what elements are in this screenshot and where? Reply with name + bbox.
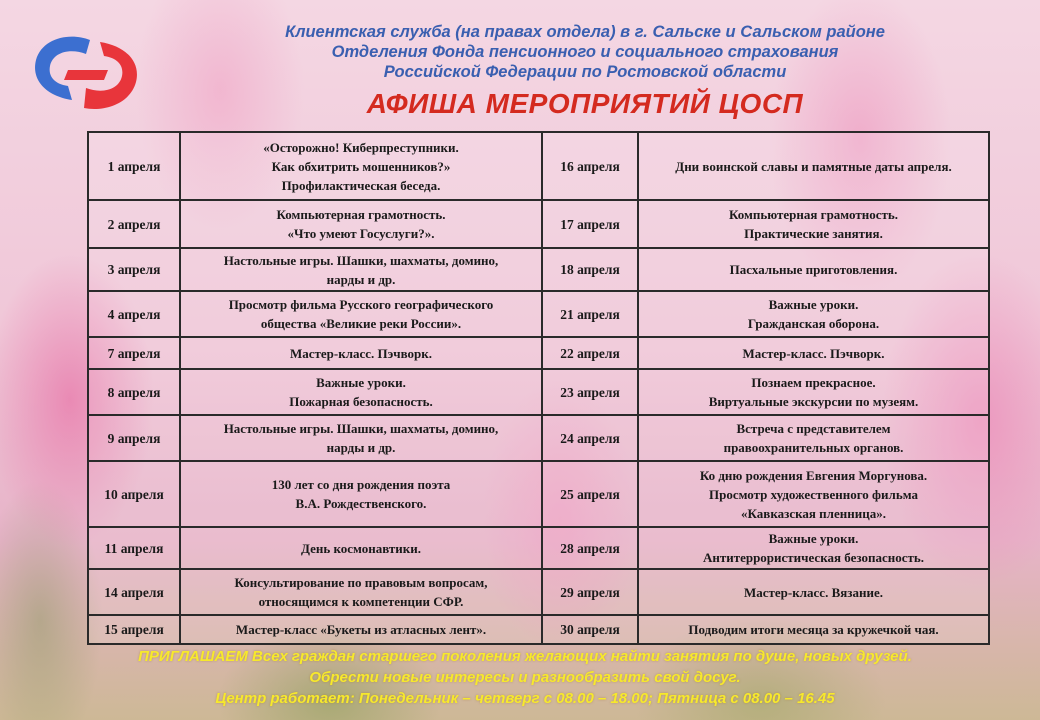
table-row — [88, 369, 989, 415]
table-row — [88, 527, 989, 569]
event-text-left: Просмотр фильма Русского географического общества «Великие реки России». — [180, 291, 542, 337]
header-line2: Отделения Фонда пенсионного и социального страхования — [331, 43, 839, 61]
table-row — [88, 615, 989, 644]
event-text-right: Познаем прекрасное. Виртуальные экскурсии по музеям. — [638, 369, 989, 415]
event-text-right: Ко дню рождения Евгения Моргунова. Просмотр художественного фильма «Кавказская пленница». — [638, 461, 989, 527]
event-text-left: Консультирование по правовым вопросам, относящимся к компетенции СФР. — [180, 569, 542, 615]
event-date-right: 29 апреля — [542, 569, 638, 615]
footer-line3: Центр работает: Понедельник – четверг с 08.00 – 18.00; Пятница с 08.00 – 16.45 — [215, 690, 835, 707]
event-text-left: День космонавтики. — [180, 527, 542, 569]
event-date-left: 10 апреля — [88, 461, 180, 527]
table-row — [88, 132, 989, 200]
event-date-left: 14 апреля — [88, 569, 180, 615]
event-text-right: Дни воинской славы и памятные даты апреля. — [638, 132, 989, 200]
event-date-left: 9 апреля — [88, 415, 180, 461]
event-text-right: Важные уроки. Гражданская оборона. — [638, 291, 989, 337]
table-row — [88, 415, 989, 461]
event-text-left: Мастер-класс. Пэчворк. — [180, 337, 542, 369]
table-row — [88, 248, 989, 291]
event-date-left: 7 апреля — [88, 337, 180, 369]
header-line1: Клиентская служба (на правах отдела) в г. Сальске и Сальском районе — [285, 23, 885, 41]
event-date-left: 4 апреля — [88, 291, 180, 337]
table-row — [88, 569, 989, 615]
event-text-right: Встреча с представителем правоохранительных органов. — [638, 415, 989, 461]
event-date-left: 3 апреля — [88, 248, 180, 291]
event-date-right: 28 апреля — [542, 527, 638, 569]
footer-line2: Обрести новые интересы и разнообразить свой досуг. — [309, 669, 741, 686]
table-row — [88, 461, 989, 527]
event-date-left: 11 апреля — [88, 527, 180, 569]
event-text-right: Пасхальные приготовления. — [638, 248, 989, 291]
event-date-right: 21 апреля — [542, 291, 638, 337]
event-text-left: Настольные игры. Шашки, шахматы, домино, нарды и др. — [180, 248, 542, 291]
event-text-left: Компьютерная грамотность. «Что умеют Госуслуги?». — [180, 200, 542, 248]
event-date-left: 8 апреля — [88, 369, 180, 415]
event-date-right: 25 апреля — [542, 461, 638, 527]
event-text-right: Компьютерная грамотность. Практические занятия. — [638, 200, 989, 248]
event-text-left: Настольные игры. Шашки, шахматы, домино, нарды и др. — [180, 415, 542, 461]
event-text-left: 130 лет со дня рождения поэта В.А. Рождественского. — [180, 461, 542, 527]
header-line3: Российской Федерации по Ростовской области — [383, 63, 787, 81]
event-date-left: 2 апреля — [88, 200, 180, 248]
event-date-right: 18 апреля — [542, 248, 638, 291]
event-date-right: 23 апреля — [542, 369, 638, 415]
event-date-right: 24 апреля — [542, 415, 638, 461]
sfr-logo — [28, 30, 144, 112]
event-date-right: 30 апреля — [542, 615, 638, 644]
table-row — [88, 291, 989, 337]
event-text-left: Мастер-класс «Букеты из атласных лент». — [180, 615, 542, 644]
events-table — [87, 131, 990, 645]
event-text-right: Подводим итоги месяца за кружечкой чая. — [638, 615, 989, 644]
footer-line1: ПРИГЛАШАЕМ Всех граждан старшего поколения желающих найти занятия по душе, новых друзей. — [138, 648, 912, 665]
page-title: АФИША МЕРОПРИЯТИЙ ЦОСП — [366, 88, 804, 119]
logo-red-bar — [64, 70, 108, 80]
event-date-left: 1 апреля — [88, 132, 180, 200]
table-row — [88, 200, 989, 248]
event-date-right: 22 апреля — [542, 337, 638, 369]
event-text-left: «Осторожно! Киберпреступники. Как обхитрить мошенников?» Профилактическая беседа. — [180, 132, 542, 200]
event-date-right: 16 апреля — [542, 132, 638, 200]
event-text-left: Важные уроки. Пожарная безопасность. — [180, 369, 542, 415]
footer — [10, 646, 1040, 709]
event-date-left: 15 апреля — [88, 615, 180, 644]
header — [200, 22, 970, 82]
event-text-right: Мастер-класс. Пэчворк. — [638, 337, 989, 369]
event-text-right: Важные уроки. Антитеррористическая безопасность. — [638, 527, 989, 569]
table-row — [88, 337, 989, 369]
logo-blue-stroke — [35, 37, 90, 100]
event-text-right: Мастер-класс. Вязание. — [638, 569, 989, 615]
event-date-right: 17 апреля — [542, 200, 638, 248]
